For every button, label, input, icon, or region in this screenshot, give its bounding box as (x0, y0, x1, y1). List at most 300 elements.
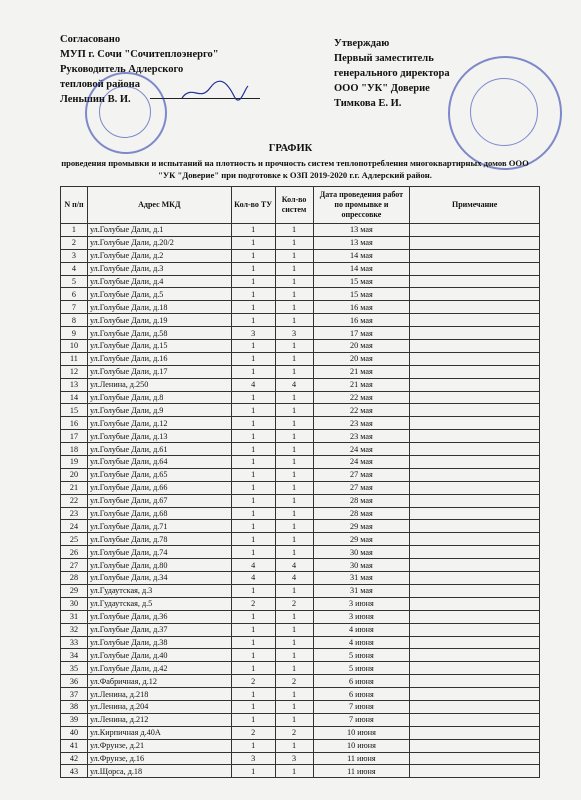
table-body (61, 224, 540, 778)
table-row (61, 327, 540, 340)
cell-address: ул.Фабричная, д.12 (87, 675, 231, 688)
cell-date: 29 мая (313, 520, 410, 533)
cell-address: ул.Ленина, д.212 (87, 713, 231, 726)
cell-date: 13 мая (313, 236, 410, 249)
cell-tu-count: 1 (231, 662, 275, 675)
cell-date: 30 мая (313, 546, 410, 559)
cell-date: 7 июня (313, 700, 410, 713)
cell-number: 15 (61, 404, 88, 417)
table-row (61, 494, 540, 507)
cell-note (410, 352, 540, 365)
cell-note (410, 365, 540, 378)
cell-systems-count: 1 (275, 365, 313, 378)
table-row (61, 340, 540, 353)
cell-number: 17 (61, 430, 88, 443)
col-header-number: N п/п (61, 187, 88, 224)
cell-tu-count: 4 (231, 559, 275, 572)
cell-date: 22 мая (313, 404, 410, 417)
cell-tu-count: 1 (231, 636, 275, 649)
cell-tu-count: 1 (231, 688, 275, 701)
cell-address: ул.Фрунзе, д.21 (87, 739, 231, 752)
cell-address: ул.Голубые Дали, д.20/2 (87, 236, 231, 249)
table-row (61, 430, 540, 443)
cell-systems-count: 1 (275, 352, 313, 365)
cell-systems-count: 2 (275, 597, 313, 610)
cell-number: 29 (61, 584, 88, 597)
approval-line: Первый заместитель (334, 53, 434, 64)
cell-address: ул.Голубые Дали, д.78 (87, 533, 231, 546)
table-row (61, 456, 540, 469)
cell-number: 1 (61, 224, 88, 237)
cell-systems-count: 1 (275, 456, 313, 469)
cell-note (410, 623, 540, 636)
cell-systems-count: 1 (275, 636, 313, 649)
cell-number: 2 (61, 236, 88, 249)
table-row (61, 236, 540, 249)
cell-number: 3 (61, 249, 88, 262)
cell-systems-count: 1 (275, 301, 313, 314)
table-row (61, 572, 540, 585)
approval-line: Леньшин В. И. (60, 94, 131, 105)
cell-date: 16 мая (313, 314, 410, 327)
cell-note (410, 404, 540, 417)
stamp-left-inner (99, 86, 151, 138)
cell-note (410, 391, 540, 404)
cell-tu-count: 1 (231, 443, 275, 456)
cell-note (410, 417, 540, 430)
cell-address: ул.Ленина, д.218 (87, 688, 231, 701)
cell-tu-count: 1 (231, 700, 275, 713)
cell-number: 31 (61, 610, 88, 623)
cell-date: 28 мая (313, 494, 410, 507)
cell-date: 3 июня (313, 597, 410, 610)
cell-tu-count: 4 (231, 378, 275, 391)
cell-note (410, 236, 540, 249)
cell-note (410, 726, 540, 739)
cell-date: 4 июня (313, 636, 410, 649)
cell-tu-count: 1 (231, 649, 275, 662)
table-row (61, 597, 540, 610)
cell-tu-count: 1 (231, 417, 275, 430)
cell-date: 20 мая (313, 352, 410, 365)
cell-tu-count: 1 (231, 546, 275, 559)
cell-address: ул.Голубые Дали, д.15 (87, 340, 231, 353)
cell-tu-count: 1 (231, 404, 275, 417)
cell-number: 42 (61, 752, 88, 765)
cell-systems-count: 1 (275, 468, 313, 481)
cell-date: 16 мая (313, 301, 410, 314)
cell-number: 8 (61, 314, 88, 327)
col-header-note: Примечание (410, 187, 540, 224)
cell-address: ул.Голубые Дали, д.1 (87, 224, 231, 237)
table-row (61, 713, 540, 726)
cell-number: 11 (61, 352, 88, 365)
cell-note (410, 675, 540, 688)
cell-number: 41 (61, 739, 88, 752)
cell-systems-count: 1 (275, 507, 313, 520)
cell-address: ул.Голубые Дали, д.42 (87, 662, 231, 675)
cell-number: 10 (61, 340, 88, 353)
cell-address: ул.Голубые Дали, д.36 (87, 610, 231, 623)
cell-note (410, 546, 540, 559)
cell-tu-count: 1 (231, 262, 275, 275)
cell-tu-count: 1 (231, 456, 275, 469)
approval-line: МУП г. Сочи "Сочитеплоэнерго" (60, 49, 219, 60)
cell-systems-count: 1 (275, 404, 313, 417)
table-row (61, 533, 540, 546)
cell-note (410, 275, 540, 288)
cell-note (410, 224, 540, 237)
cell-note (410, 340, 540, 353)
cell-note (410, 468, 540, 481)
approval-line: Утверждаю (334, 38, 390, 49)
cell-note (410, 572, 540, 585)
table-row (61, 275, 540, 288)
cell-address: ул.Голубые Дали, д.5 (87, 288, 231, 301)
cell-address: ул.Ленина, д.250 (87, 378, 231, 391)
cell-systems-count: 1 (275, 520, 313, 533)
table-row (61, 365, 540, 378)
cell-systems-count: 1 (275, 688, 313, 701)
cell-note (410, 288, 540, 301)
table-row (61, 314, 540, 327)
cell-tu-count: 1 (231, 610, 275, 623)
cell-number: 18 (61, 443, 88, 456)
cell-note (410, 443, 540, 456)
cell-tu-count: 2 (231, 726, 275, 739)
cell-note (410, 584, 540, 597)
schedule-table (60, 186, 540, 778)
cell-address: ул.Голубые Дали, д.2 (87, 249, 231, 262)
cell-number: 14 (61, 391, 88, 404)
cell-number: 22 (61, 494, 88, 507)
document-title: ГРАФИК (268, 143, 313, 154)
table-row (61, 546, 540, 559)
cell-systems-count: 1 (275, 340, 313, 353)
approval-line: Согласовано (60, 34, 121, 45)
table-row (61, 584, 540, 597)
cell-note (410, 520, 540, 533)
cell-address: ул.Голубые Дали, д.18 (87, 301, 231, 314)
cell-address: ул.Голубые Дали, д.34 (87, 572, 231, 585)
cell-note (410, 327, 540, 340)
cell-date: 21 мая (313, 378, 410, 391)
cell-note (410, 262, 540, 275)
cell-note (410, 430, 540, 443)
table-row (61, 636, 540, 649)
table-row (61, 649, 540, 662)
cell-systems-count: 1 (275, 391, 313, 404)
cell-number: 33 (61, 636, 88, 649)
cell-number: 40 (61, 726, 88, 739)
cell-systems-count: 1 (275, 430, 313, 443)
cell-systems-count: 1 (275, 236, 313, 249)
table-row (61, 739, 540, 752)
cell-address: ул.Голубые Дали, д.68 (87, 507, 231, 520)
cell-systems-count: 1 (275, 765, 313, 778)
cell-tu-count: 1 (231, 365, 275, 378)
cell-number: 27 (61, 559, 88, 572)
cell-note (410, 713, 540, 726)
cell-address: ул.Голубые Дали, д.40 (87, 649, 231, 662)
cell-tu-count: 3 (231, 752, 275, 765)
cell-address: ул.Голубые Дали, д.9 (87, 404, 231, 417)
signature-left (180, 80, 250, 104)
cell-date: 29 мая (313, 533, 410, 546)
cell-date: 11 июня (313, 765, 410, 778)
table-row (61, 391, 540, 404)
cell-tu-count: 1 (231, 739, 275, 752)
table-row (61, 610, 540, 623)
cell-number: 34 (61, 649, 88, 662)
approval-block-right (334, 36, 450, 111)
cell-systems-count: 1 (275, 275, 313, 288)
cell-number: 25 (61, 533, 88, 546)
cell-date: 4 июня (313, 623, 410, 636)
cell-systems-count: 1 (275, 494, 313, 507)
table-row (61, 559, 540, 572)
cell-number: 36 (61, 675, 88, 688)
cell-tu-count: 1 (231, 275, 275, 288)
cell-systems-count: 1 (275, 224, 313, 237)
cell-note (410, 739, 540, 752)
cell-note (410, 456, 540, 469)
table-row (61, 417, 540, 430)
table-row (61, 507, 540, 520)
cell-note (410, 314, 540, 327)
table-row (61, 404, 540, 417)
cell-note (410, 636, 540, 649)
cell-tu-count: 1 (231, 430, 275, 443)
cell-note (410, 649, 540, 662)
cell-address: ул.Ленина, д.204 (87, 700, 231, 713)
cell-systems-count: 2 (275, 726, 313, 739)
cell-tu-count: 1 (231, 224, 275, 237)
cell-tu-count: 1 (231, 765, 275, 778)
cell-systems-count: 3 (275, 752, 313, 765)
table-row (61, 468, 540, 481)
table-row (61, 765, 540, 778)
cell-systems-count: 1 (275, 443, 313, 456)
table-row (61, 481, 540, 494)
cell-date: 27 мая (313, 481, 410, 494)
cell-date: 15 мая (313, 275, 410, 288)
cell-address: ул.Голубые Дали, д.71 (87, 520, 231, 533)
cell-systems-count: 1 (275, 739, 313, 752)
table-row (61, 224, 540, 237)
table-row (61, 249, 540, 262)
table-row (61, 700, 540, 713)
cell-number: 37 (61, 688, 88, 701)
cell-date: 6 июня (313, 675, 410, 688)
cell-systems-count: 1 (275, 610, 313, 623)
cell-number: 4 (61, 262, 88, 275)
cell-systems-count: 3 (275, 327, 313, 340)
cell-address: ул.Голубые Дали, д.66 (87, 481, 231, 494)
table-row (61, 623, 540, 636)
cell-number: 19 (61, 456, 88, 469)
col-header-address: Адрес МКД (87, 187, 231, 224)
cell-number: 5 (61, 275, 88, 288)
document-subtitle: проведения промывки и испытаний на плотность и прочность систем теплопотребления многоквартирных домов ООО "УК "Доверие" при подготовке к ОЗП 2019-2020 г.г. Адлерский район. (61, 158, 529, 180)
cell-address: ул.Голубые Дали, д.58 (87, 327, 231, 340)
cell-systems-count: 1 (275, 546, 313, 559)
cell-date: 24 мая (313, 443, 410, 456)
cell-date: 31 мая (313, 572, 410, 585)
cell-tu-count: 1 (231, 301, 275, 314)
cell-systems-count: 2 (275, 675, 313, 688)
cell-date: 5 июня (313, 649, 410, 662)
cell-systems-count: 1 (275, 649, 313, 662)
cell-tu-count: 1 (231, 249, 275, 262)
cell-number: 24 (61, 520, 88, 533)
cell-note (410, 378, 540, 391)
cell-number: 26 (61, 546, 88, 559)
cell-number: 43 (61, 765, 88, 778)
table-row (61, 262, 540, 275)
cell-address: ул.Голубые Дали, д.80 (87, 559, 231, 572)
table-row (61, 443, 540, 456)
cell-systems-count: 1 (275, 262, 313, 275)
cell-date: 23 мая (313, 430, 410, 443)
cell-date: 14 мая (313, 262, 410, 275)
stamp-right-inner (470, 78, 538, 146)
cell-tu-count: 1 (231, 520, 275, 533)
cell-date: 6 июня (313, 688, 410, 701)
cell-date: 17 мая (313, 327, 410, 340)
cell-date: 10 июня (313, 726, 410, 739)
cell-tu-count: 1 (231, 468, 275, 481)
cell-address: ул.Голубые Дали, д.17 (87, 365, 231, 378)
approval-line: ООО "УК" Доверие (334, 83, 430, 94)
cell-tu-count: 1 (231, 352, 275, 365)
cell-systems-count: 1 (275, 662, 313, 675)
cell-date: 23 мая (313, 417, 410, 430)
cell-address: ул.Гудаутская, д.3 (87, 584, 231, 597)
cell-note (410, 765, 540, 778)
cell-date: 5 июня (313, 662, 410, 675)
cell-address: ул.Голубые Дали, д.3 (87, 262, 231, 275)
cell-systems-count: 4 (275, 378, 313, 391)
approval-line: тепловой района (60, 79, 140, 90)
cell-date: 27 мая (313, 468, 410, 481)
cell-date: 3 июня (313, 610, 410, 623)
cell-tu-count: 1 (231, 623, 275, 636)
cell-date: 22 мая (313, 391, 410, 404)
cell-systems-count: 1 (275, 288, 313, 301)
cell-number: 23 (61, 507, 88, 520)
cell-tu-count: 2 (231, 597, 275, 610)
cell-systems-count: 1 (275, 417, 313, 430)
cell-systems-count: 1 (275, 713, 313, 726)
cell-date: 30 мая (313, 559, 410, 572)
cell-systems-count: 1 (275, 584, 313, 597)
cell-tu-count: 1 (231, 481, 275, 494)
cell-date: 10 июня (313, 739, 410, 752)
cell-tu-count: 1 (231, 494, 275, 507)
cell-note (410, 481, 540, 494)
cell-note (410, 752, 540, 765)
cell-number: 39 (61, 713, 88, 726)
cell-note (410, 688, 540, 701)
cell-tu-count: 1 (231, 340, 275, 353)
cell-number: 13 (61, 378, 88, 391)
cell-address: ул.Гудаутская, д.5 (87, 597, 231, 610)
cell-address: ул.Голубые Дали, д.74 (87, 546, 231, 559)
table-row (61, 352, 540, 365)
cell-number: 12 (61, 365, 88, 378)
cell-note (410, 610, 540, 623)
cell-address: ул.Голубые Дали, д.37 (87, 623, 231, 636)
cell-note (410, 507, 540, 520)
cell-note (410, 533, 540, 546)
cell-number: 30 (61, 597, 88, 610)
cell-number: 9 (61, 327, 88, 340)
cell-address: ул.Голубые Дали, д.67 (87, 494, 231, 507)
cell-note (410, 597, 540, 610)
approval-line: генерального директора (334, 68, 450, 79)
cell-address: ул.Щорса, д.18 (87, 765, 231, 778)
cell-note (410, 662, 540, 675)
cell-address: ул.Фрунзе, д.16 (87, 752, 231, 765)
cell-note (410, 559, 540, 572)
cell-date: 21 мая (313, 365, 410, 378)
cell-address: ул.Голубые Дали, д.61 (87, 443, 231, 456)
cell-tu-count: 1 (231, 391, 275, 404)
cell-number: 28 (61, 572, 88, 585)
cell-address: ул.Голубые Дали, д.16 (87, 352, 231, 365)
cell-note (410, 494, 540, 507)
col-header-tu-count: Кол-во ТУ (231, 187, 275, 224)
cell-number: 7 (61, 301, 88, 314)
table-row (61, 752, 540, 765)
cell-number: 32 (61, 623, 88, 636)
table-row (61, 688, 540, 701)
cell-address: ул.Голубые Дали, д.64 (87, 456, 231, 469)
cell-systems-count: 1 (275, 249, 313, 262)
table-row (61, 301, 540, 314)
cell-systems-count: 1 (275, 314, 313, 327)
cell-tu-count: 1 (231, 314, 275, 327)
cell-address: ул.Голубые Дали, д.12 (87, 417, 231, 430)
table-row (61, 520, 540, 533)
cell-number: 21 (61, 481, 88, 494)
cell-date: 28 мая (313, 507, 410, 520)
cell-address: ул.Голубые Дали, д.65 (87, 468, 231, 481)
cell-systems-count: 1 (275, 700, 313, 713)
table-row (61, 675, 540, 688)
cell-note (410, 700, 540, 713)
cell-date: 31 мая (313, 584, 410, 597)
cell-tu-count: 1 (231, 236, 275, 249)
col-header-systems-count: Кол-во систем (275, 187, 313, 224)
cell-systems-count: 1 (275, 533, 313, 546)
cell-address: ул.Голубые Дали, д.38 (87, 636, 231, 649)
cell-date: 11 июня (313, 752, 410, 765)
approval-line: Тимкова Е. И. (334, 98, 402, 109)
cell-number: 16 (61, 417, 88, 430)
cell-date: 14 мая (313, 249, 410, 262)
cell-address: ул.Кирпичная д.40А (87, 726, 231, 739)
cell-tu-count: 2 (231, 675, 275, 688)
cell-tu-count: 1 (231, 584, 275, 597)
cell-tu-count: 3 (231, 327, 275, 340)
table-row (61, 662, 540, 675)
cell-tu-count: 4 (231, 572, 275, 585)
table-row (61, 726, 540, 739)
cell-date: 13 мая (313, 224, 410, 237)
cell-date: 15 мая (313, 288, 410, 301)
